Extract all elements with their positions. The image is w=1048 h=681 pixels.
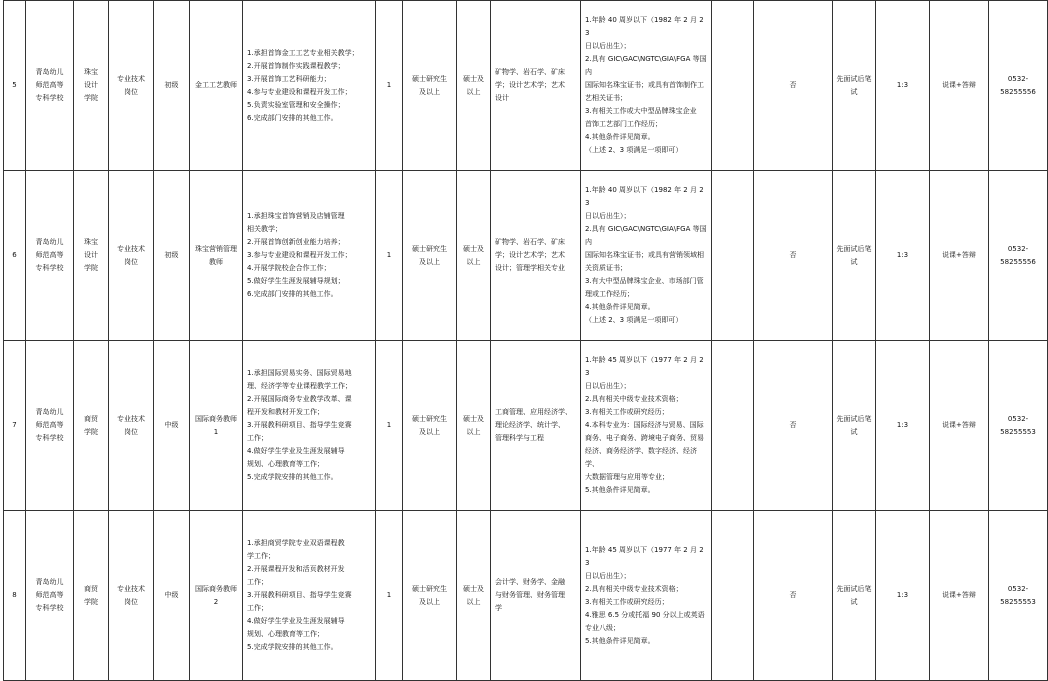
table-row [4,511,1048,681]
table-row [4,171,1048,341]
exam-method: 先面试后笔试 [833,1,876,171]
recruitment-table [3,0,1048,681]
department: 商贸 学院 [74,341,109,511]
position-level: 中级 [154,511,190,681]
position-level: 中级 [154,341,190,511]
position-category: 专业技术 岗位 [109,341,154,511]
position-name: 珠宝营销管理 教师 [190,171,243,341]
interview-ratio: 1:3 [876,1,930,171]
hiring-count: 1 [376,341,403,511]
row-number: 5 [4,1,26,171]
employer-name: 青岛幼儿 师范高等 专科学校 [26,511,74,681]
consult-phone: 0532- 58255556 [989,171,1048,341]
hiring-count: 1 [376,171,403,341]
other-requirements: 1.年龄 40 周岁以下（1982 年 2 月 23 日以后出生）； 2.具有 GIC\GAC\NGTC\GIA\FGA 等国内 国际知名珠宝证书；或具有首饰制作工 艺相关证书； 3.有相关工作或大中型品牌珠宝企业 首饰工艺部门工作经历； 4.其他条件详见简章。 （上述 2、3 项满足一项即可） [581,1,712,171]
education-requirement: 硕士研究生 及以上 [403,171,457,341]
department: 珠宝 设计 学院 [74,1,109,171]
interview-form: 说课+答辩 [930,1,989,171]
row-number: 6 [4,171,26,341]
row-number: 8 [4,511,26,681]
other-requirements: 1.年龄 40 周岁以下（1982 年 2 月 23 日以后出生）； 2.具有 GIC\GAC\NGTC\GIA\FGA 等国内 国际知名珠宝证书；或具有营销领域相 关资质证书； 3.有大中型品牌珠宝企业、市场部门管 理或工作经历； 4.其他条件详见简章。 （上述 2、3 项满足一项即可） [581,171,712,341]
exam-method: 先面试后笔试 [833,341,876,511]
position-level: 初级 [154,171,190,341]
consult-phone: 0532- 58255553 [989,511,1048,681]
interview-form: 说课+答辩 [930,511,989,681]
job-duties: 1.承担首饰金工工艺专业相关教学； 2.开展首饰制作实践课程教学； 3.开展首饰工艺科研能力； 4.参与专业建设和课程开发工作； 5.负责实验室管理和安全操作； 6.完成部门安排的其他工作。 [243,1,376,171]
department: 商贸 学院 [74,511,109,681]
interview-ratio: 1:3 [876,171,930,341]
education-requirement: 硕士研究生 及以上 [403,511,457,681]
position-name: 国际商务教师 1 [190,341,243,511]
consult-phone: 0532- 58255556 [989,1,1048,171]
hiring-count: 1 [376,511,403,681]
interview-ratio: 1:3 [876,341,930,511]
probation-flag: 否 [754,1,833,171]
degree-requirement: 硕士及 以上 [457,341,491,511]
job-duties: 1.承担商贸学院专业双语课程教 学工作； 2.开展课程开发和活页教材开发 工作； 3.开展教科研项目、指导学生竞赛 工作； 4.做好学生学业及生涯发展辅导 规划、心理教育等工作； 5.完成学院安排的其他工作。 [243,511,376,681]
probation-flag: 否 [754,511,833,681]
row-number: 7 [4,341,26,511]
degree-requirement: 硕士及 以上 [457,1,491,171]
major-requirement: 矿物学、岩石学、矿床 学；设计艺术学；艺术 设计；管理学相关专业 [491,171,581,341]
employer-name: 青岛幼儿 师范高等 专科学校 [26,1,74,171]
probation-flag: 否 [754,171,833,341]
position-category: 专业技术 岗位 [109,171,154,341]
table-row [4,341,1048,511]
interview-form: 说课+答辩 [930,171,989,341]
degree-requirement: 硕士及 以上 [457,171,491,341]
blank-cell [712,171,754,341]
employer-name: 青岛幼儿 师范高等 专科学校 [26,341,74,511]
education-requirement: 硕士研究生 及以上 [403,341,457,511]
hiring-count: 1 [376,1,403,171]
position-level: 初级 [154,1,190,171]
blank-cell [712,1,754,171]
position-category: 专业技术 岗位 [109,1,154,171]
exam-method: 先面试后笔试 [833,171,876,341]
major-requirement: 矿物学、岩石学、矿床 学；设计艺术学；艺术 设计 [491,1,581,171]
table-row [4,1,1048,171]
major-requirement: 工商管理、应用经济学、 理论经济学、统计学、 管理科学与工程 [491,341,581,511]
consult-phone: 0532- 58255553 [989,341,1048,511]
education-requirement: 硕士研究生 及以上 [403,1,457,171]
position-name: 国际商务教师 2 [190,511,243,681]
interview-form: 说课+答辩 [930,341,989,511]
employer-name: 青岛幼儿 师范高等 专科学校 [26,171,74,341]
probation-flag: 否 [754,341,833,511]
job-duties: 1.承担珠宝首饰营销及店铺管理 相关教学； 2.开展首饰创新创业能力培养； 3.参与专业建设和课程开发工作； 4.开展学院校企合作工作； 5.做好学生生涯发展辅导规划； 6.完成部门安排的其他工作。 [243,171,376,341]
position-category: 专业技术 岗位 [109,511,154,681]
other-requirements: 1.年龄 45 周岁以下（1977 年 2 月 23 日以后出生）； 2.具有相关中级专业技术资格； 3.有相关工作或研究经历； 4.本科专业为：国际经济与贸易、国际 商务、电子商务、跨境电子商务、贸易 经济、商务经济学、数字经济、经济学、 大数据管理与应用等专业； 5.其他条件详见简章。 [581,341,712,511]
blank-cell [712,511,754,681]
major-requirement: 会计学、财务学、金融 与财务管理、财务管理 学 [491,511,581,681]
other-requirements: 1.年龄 45 周岁以下（1977 年 2 月 23 日以后出生）； 2.具有相关中级专业技术资格； 3.有相关工作或研究经历； 4.雅思 6.5 分或托福 90 分以上或英语 专业八级； 5.其他条件详见简章。 [581,511,712,681]
department: 珠宝 设计 学院 [74,171,109,341]
degree-requirement: 硕士及 以上 [457,511,491,681]
position-name: 金工工艺教师 [190,1,243,171]
interview-ratio: 1:3 [876,511,930,681]
blank-cell [712,341,754,511]
exam-method: 先面试后笔试 [833,511,876,681]
job-duties: 1.承担国际贸易实务、国际贸易地 理、经济学等专业课程教学工作； 2.开展国际商务专业教学改革、课 程开发和教材开发工作； 3.开展教科研项目、指导学生竞赛 工作； 4.做好学生学业及生涯发展辅导 规划、心理教育等工作； 5.完成学院安排的其他工作。 [243,341,376,511]
